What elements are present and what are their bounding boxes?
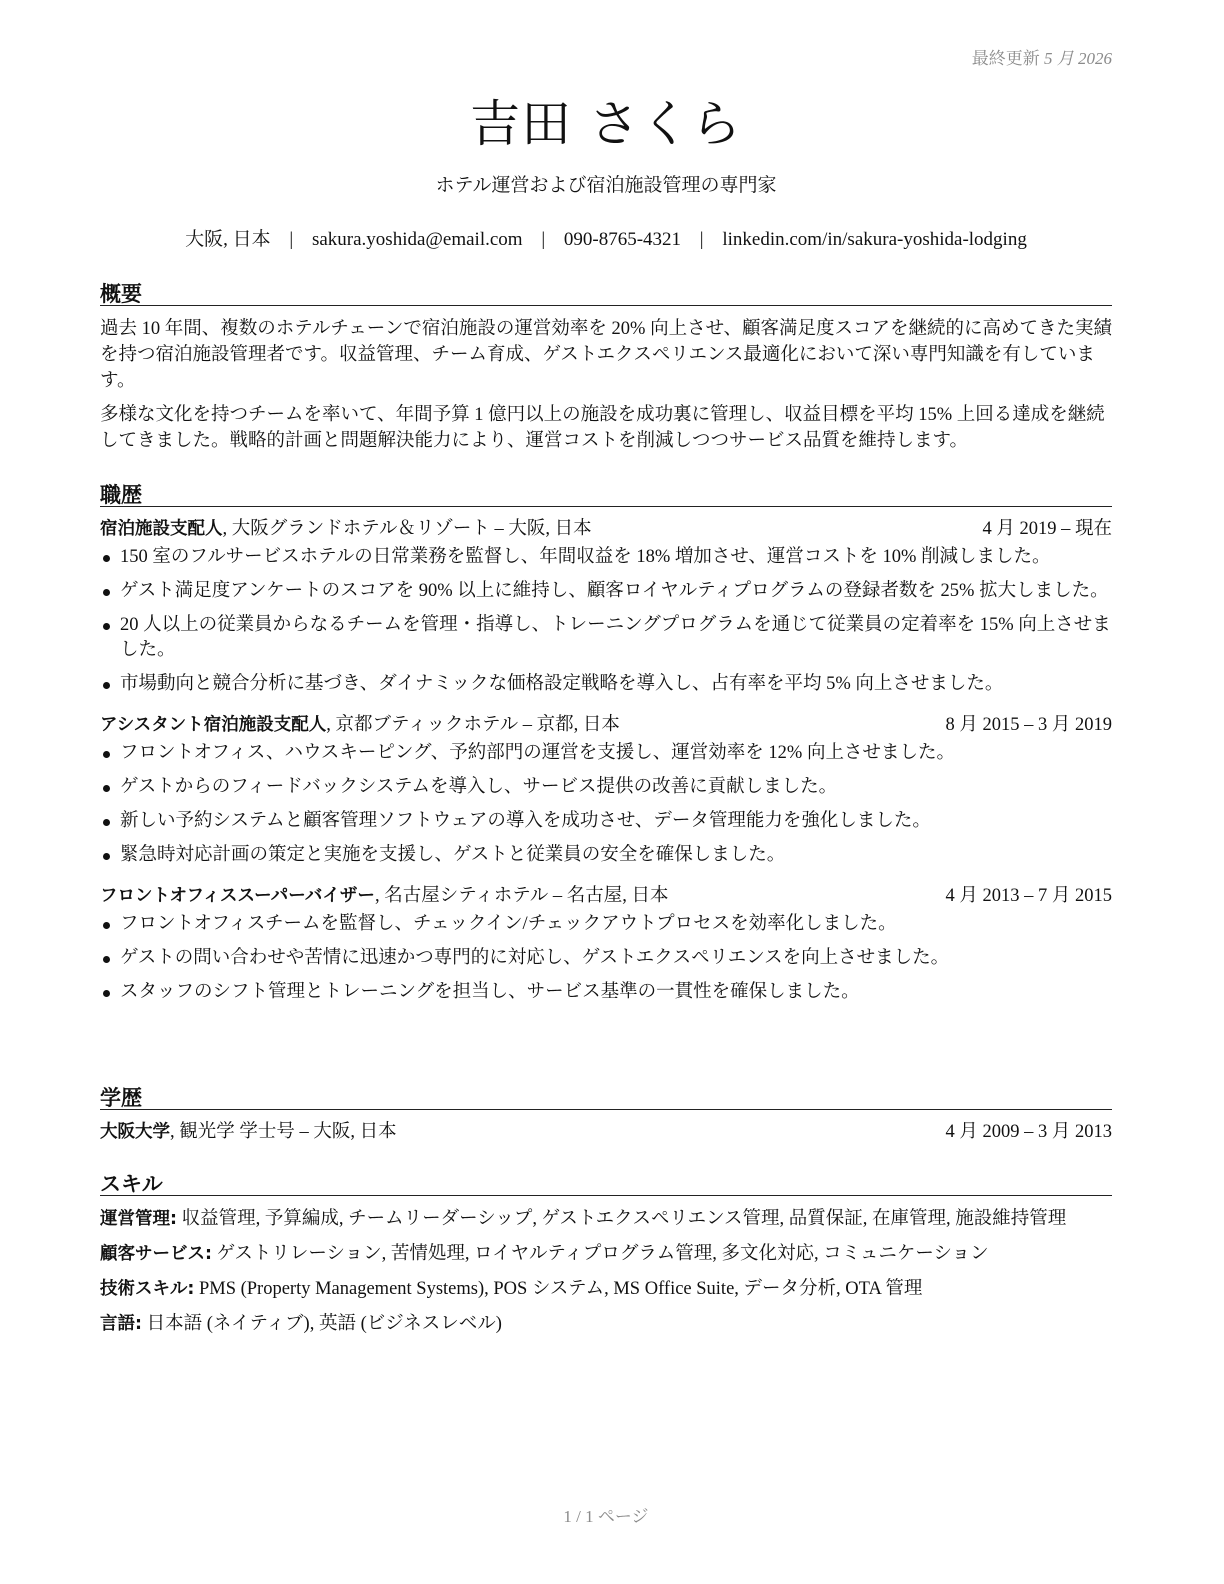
- job-title: フロントオフィススーパーバイザー: [100, 886, 375, 906]
- contact-separator: |: [541, 229, 546, 250]
- job-bullets: [100, 741, 1112, 868]
- job-dates: 8 月 2015 – 3 月 2019: [945, 715, 1112, 735]
- job-bullet: 新しい予約システムと顧客管理ソフトウェアの導入を成功させ、データ管理能力を強化しました。: [100, 809, 1112, 834]
- skill-row: [100, 1241, 1112, 1267]
- job-bullet: ゲストからのフィードバックシステムを導入し、サービス提供の改善に貢献しました。: [100, 775, 1112, 800]
- job-header: [100, 713, 1112, 739]
- skill-label: 言語:: [100, 1314, 142, 1334]
- skill-row: [100, 1311, 1112, 1337]
- job-dates: 4 月 2019 – 現在: [982, 519, 1112, 539]
- skill-row: [100, 1206, 1112, 1232]
- job-bullet: ゲストの問い合わせや苦情に迅速かつ専門的に対応し、ゲストエクスペリエンスを向上させました。: [100, 946, 1112, 971]
- job-org: , 名古屋シティホテル – 名古屋, 日本: [374, 886, 669, 906]
- skills-heading: スキル: [100, 1168, 1112, 1196]
- skill-label: 顧客サービス:: [100, 1244, 212, 1264]
- page-number: 1 / 1 ページ: [563, 1507, 649, 1526]
- education-school: 大阪大学: [100, 1122, 170, 1142]
- contact-email[interactable]: sakura.yoshida@email.com: [311, 229, 523, 250]
- job-bullets: [100, 545, 1112, 697]
- education-section: [100, 1082, 1112, 1146]
- resume-page: [100, 0, 1112, 1584]
- job-org: , 大阪グランドホテル＆リゾート – 大阪, 日本: [222, 519, 592, 539]
- job-header: [100, 884, 1112, 910]
- contact-separator: |: [289, 229, 294, 250]
- summary-paragraph: 過去 10 年間、複数のホテルチェーンで宿泊施設の運営効率を 20% 向上させ、顧客満足度スコアを継続的に高めてきた実績を持つ宿泊施設管理者です。収益管理、チーム育成、ゲストエクスペリエンス最適化において深い専門知識を有しています。: [100, 319, 1113, 391]
- skill-value: 収益管理, 予算編成, チームリーダーシップ, ゲストエクスペリエンス管理, 品質保証, 在庫管理, 施設維持管理: [177, 1209, 1067, 1229]
- job-title: アシスタント宿泊施設支配人: [100, 715, 327, 735]
- contact-location: 大阪, 日本: [185, 229, 271, 250]
- job-bullets: [100, 912, 1112, 1005]
- experience-heading: 職歴: [100, 479, 1112, 507]
- skill-label: 運営管理:: [100, 1209, 177, 1229]
- job-role: [100, 884, 669, 910]
- job-title: 宿泊施設支配人: [100, 519, 223, 539]
- last-updated: [972, 44, 1112, 69]
- job-bullet: 20 人以上の従業員からなるチームを管理・指導し、トレーニングプログラムを通じて従業員の定着率を 15% 向上させました。: [100, 613, 1112, 663]
- job-org: , 京都ブティックホテル – 京都, 日本: [326, 715, 620, 735]
- job-role: [100, 713, 620, 739]
- job-bullet: 150 室のフルサービスホテルの日常業務を監督し、年間収益を 18% 増加させ、運営コストを 10% 削減しました。: [100, 545, 1112, 570]
- job-role: [100, 517, 592, 543]
- education-entry: [100, 1120, 1112, 1146]
- candidate-name: 吉田 さくら: [470, 95, 742, 153]
- experience-section: [100, 479, 1112, 1021]
- education-school-line: [100, 1120, 397, 1146]
- contact-separator: |: [699, 229, 704, 250]
- job-bullet: ゲスト満足度アンケートのスコアを 90% 以上に維持し、顧客ロイヤルティプログラムの登録者数を 25% 拡大しました。: [100, 579, 1112, 604]
- job-bullet: 市場動向と競合分析に基づき、ダイナミックな価格設定戦略を導入し、占有率を平均 5% 向上させました。: [100, 672, 1112, 697]
- job-bullet: フロントオフィス、ハウスキーピング、予約部門の運営を支援し、運営効率を 12% 向上させました。: [100, 741, 1112, 766]
- job-bullet: 緊急時対応計画の策定と実施を支援し、ゲストと従業員の安全を確保しました。: [100, 843, 1112, 868]
- education-degree: , 観光学 学士号 – 大阪, 日本: [170, 1122, 397, 1142]
- summary-paragraph: 多様な文化を持つチームを率いて、年間予算 1 億円以上の施設を成功裏に管理し、収益目標を平均 15% 上回る達成を継続してきました。戦略的計画と問題解決能力により、運営コストを削減しつつサービス品質を維持します。: [100, 405, 1105, 451]
- job-bullet: スタッフのシフト管理とトレーニングを担当し、サービス基準の一貫性を確保しました。: [100, 980, 1112, 1005]
- skill-label: 技術スキル:: [100, 1279, 195, 1299]
- job-dates: 4 月 2013 – 7 月 2015: [945, 886, 1112, 906]
- skill-row: [100, 1276, 1112, 1302]
- contact-phone: 090-8765-4321: [563, 229, 682, 250]
- skill-value: ゲストリレーション, 苦情処理, ロイヤルティプログラム管理, 多文化対応, コミュニケーション: [212, 1244, 989, 1264]
- last-updated-label: 最終更新: [971, 49, 1040, 68]
- contact-linkedin[interactable]: linkedin.com/in/sakura-yoshida-lodging: [722, 229, 1027, 250]
- skill-value: PMS (Property Management Systems), POS システム, MS Office Suite, データ分析, OTA 管理: [194, 1279, 923, 1299]
- job-header: [100, 517, 1112, 543]
- job-bullet: フロントオフィスチームを監督し、チェックイン/チェックアウトプロセスを効率化しました。: [100, 912, 1112, 937]
- summary-heading: 概要: [100, 278, 1112, 306]
- skill-value: 日本語 (ネイティブ), 英語 (ビジネスレベル): [142, 1314, 502, 1334]
- education-heading: 学歴: [100, 1082, 1112, 1110]
- candidate-headline: ホテル運営および宿泊施設管理の専門家: [435, 175, 777, 196]
- job-entry: [100, 884, 1112, 1005]
- job-entry: [100, 517, 1112, 697]
- job-entry: [100, 713, 1112, 868]
- education-dates: 4 月 2009 – 3 月 2013: [945, 1122, 1112, 1142]
- contact-line: [100, 224, 1112, 251]
- last-updated-date: 5 月 2026: [1044, 49, 1112, 68]
- summary-section: [100, 278, 1112, 462]
- skills-section: [100, 1168, 1112, 1346]
